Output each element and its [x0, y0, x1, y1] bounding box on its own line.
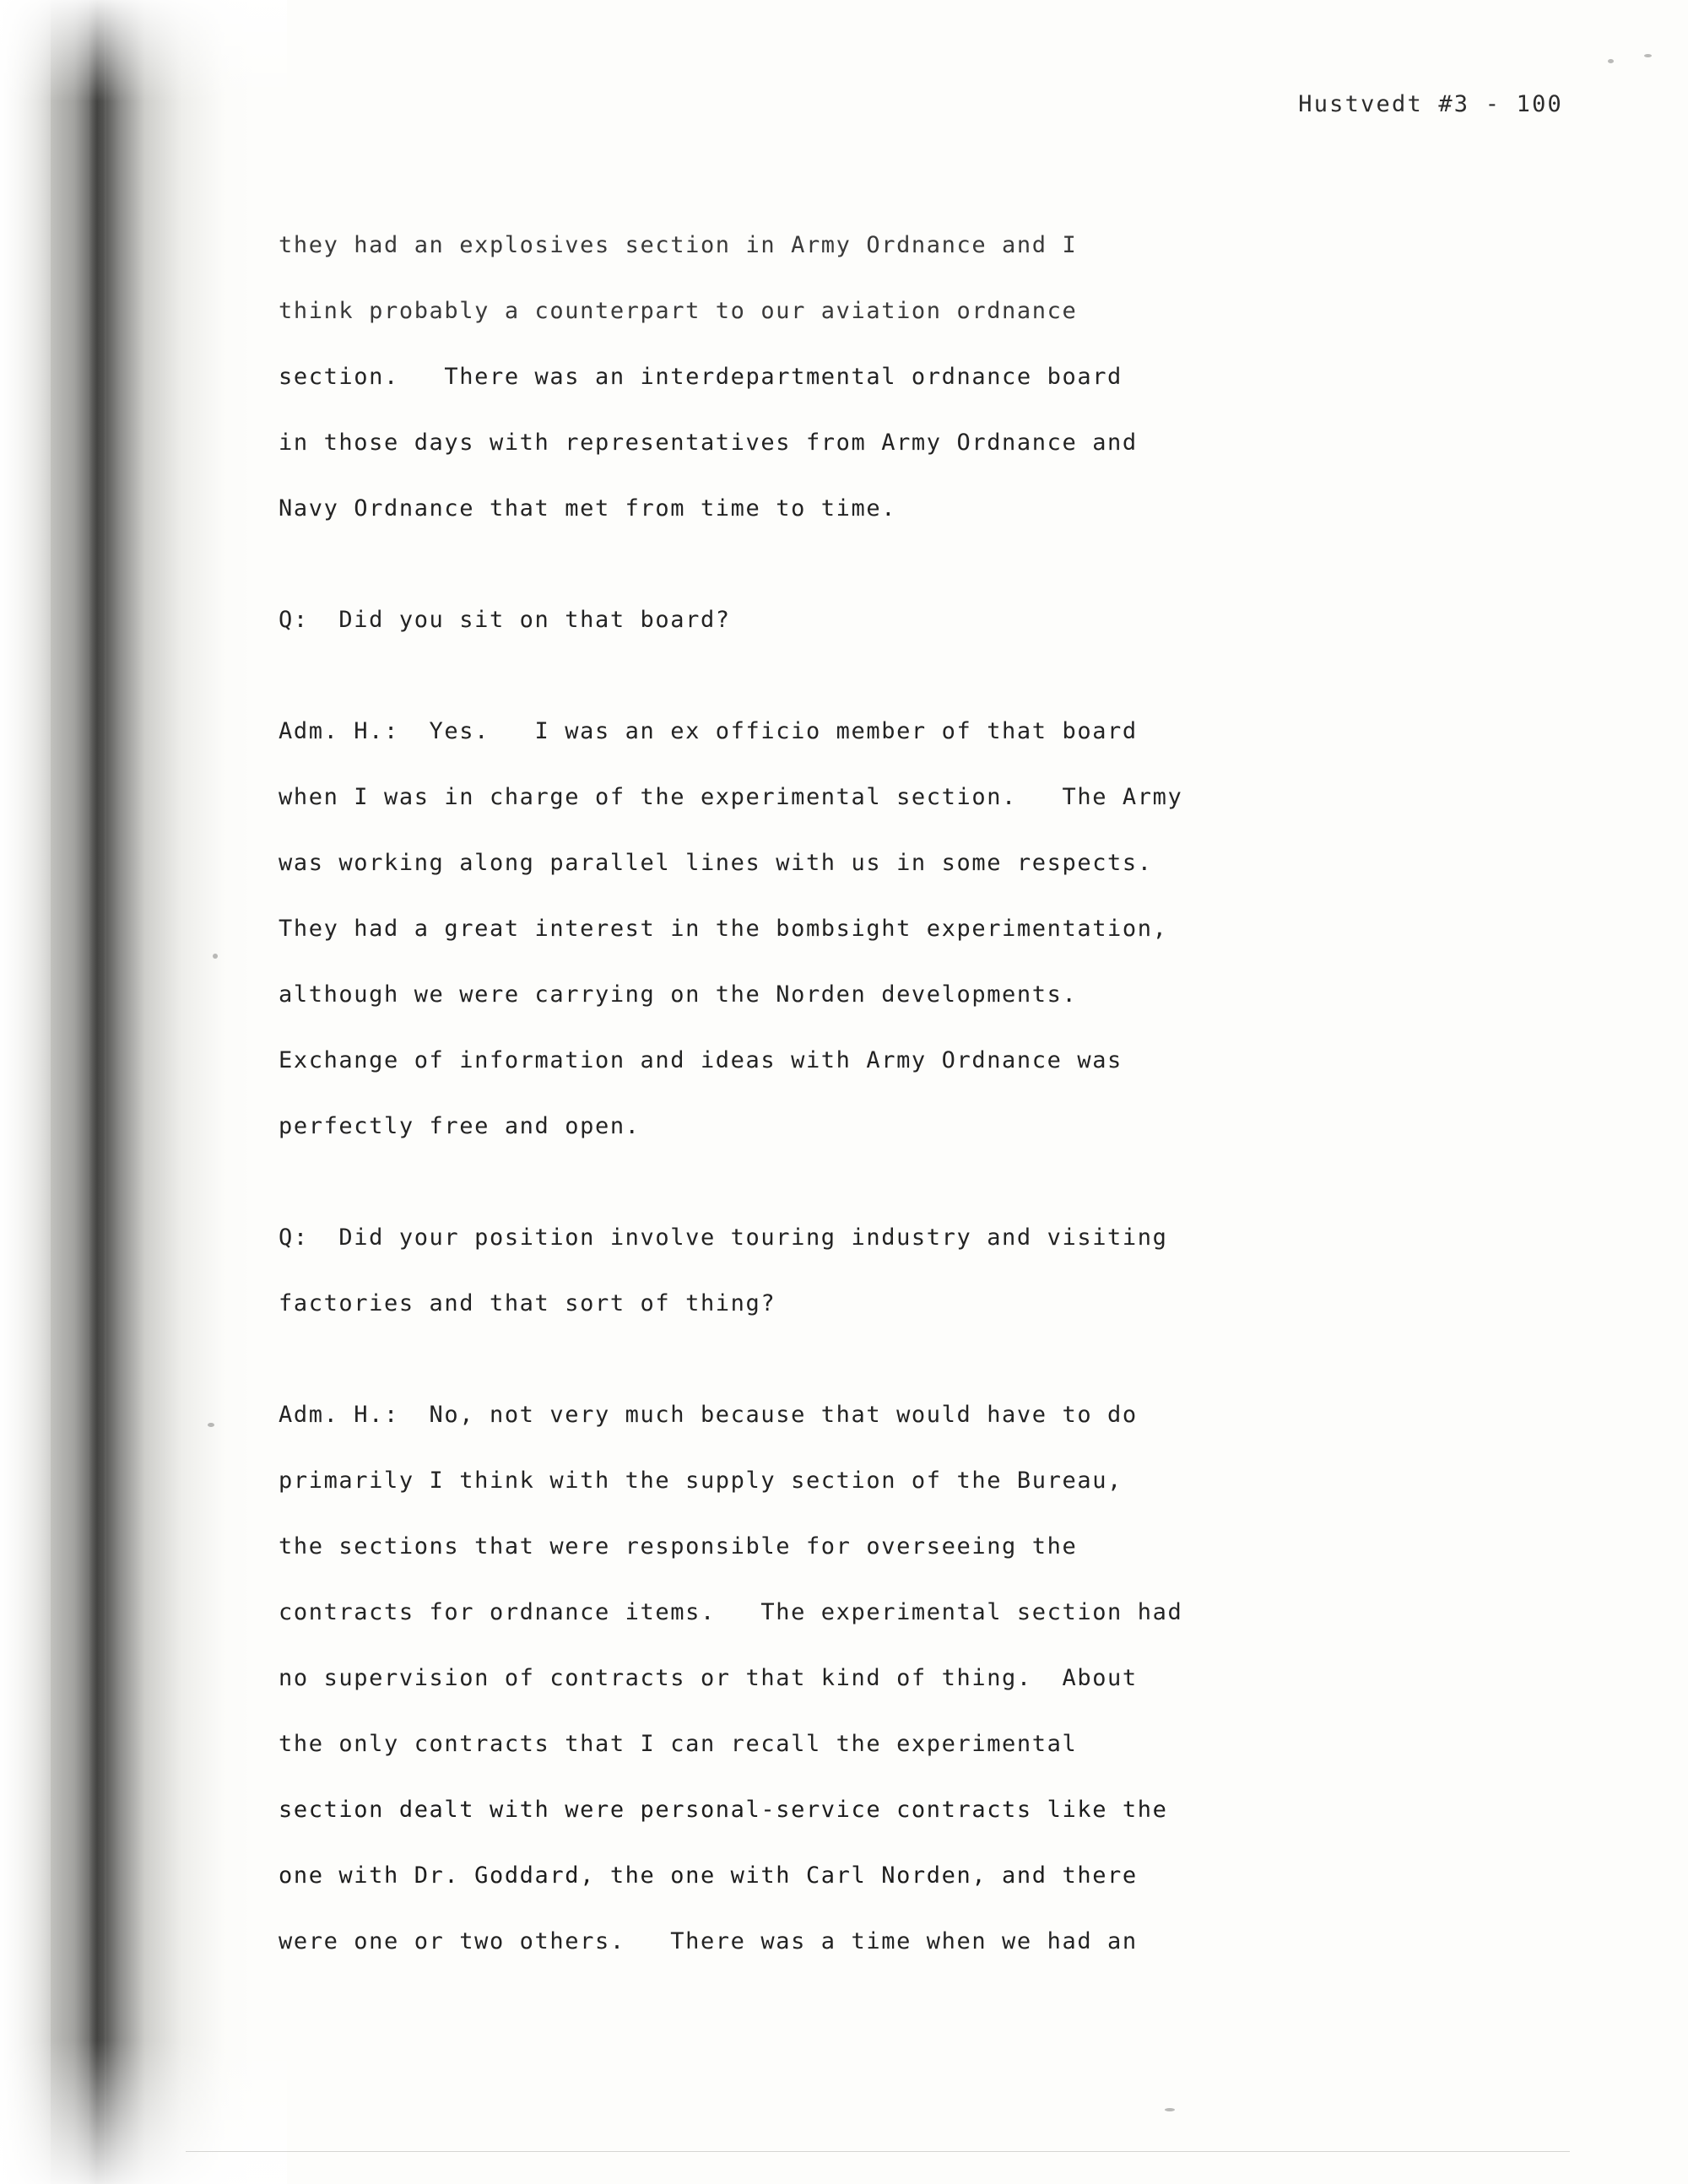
text-line: section dealt with were personal-service contracts like the — [279, 1797, 1168, 1823]
text-line: Q: Did your position involve touring industry and visiting — [279, 1224, 1168, 1251]
text-line: although we were carrying on the Norden developments. — [279, 981, 1078, 1008]
text-line: think probably a counterpart to our aviation ordnance — [279, 298, 1078, 324]
page-header: Hustvedt #3 - 100 — [1298, 91, 1563, 117]
scan-speck — [1165, 2108, 1175, 2111]
text-line: section. There was an interdepartmental ordnance board — [279, 364, 1123, 390]
text-line: in those days with representatives from Army Ordnance and — [279, 430, 1138, 456]
text-line: They had a great interest in the bombsight experimentation, — [279, 916, 1168, 942]
scan-left-edge — [0, 0, 51, 2184]
scan-speck — [213, 954, 218, 959]
text-line: was working along parallel lines with us in some respects. — [279, 850, 1153, 876]
text-line: primarily I think with the supply section of the Bureau, — [279, 1468, 1123, 1494]
text-line: when I was in charge of the experimental section. The Army — [279, 784, 1183, 810]
scan-top-fade — [0, 0, 287, 101]
text-line: one with Dr. Goddard, the one with Carl Norden, and there — [279, 1862, 1138, 1889]
text-line: perfectly free and open. — [279, 1113, 641, 1139]
text-line: were one or two others. There was a time when we had an — [279, 1928, 1138, 1954]
paragraph-answer-continued — [279, 213, 1485, 542]
paragraph-question-2 — [279, 1205, 1485, 1337]
scan-binding-crease — [88, 0, 106, 2184]
paragraph-answer-1 — [279, 699, 1485, 1160]
document-body — [279, 213, 1485, 1975]
text-line: Q: Did you sit on that board? — [279, 607, 731, 633]
scan-bottom-fade — [0, 2041, 287, 2184]
paragraph-question-1 — [279, 587, 1485, 653]
scan-bottom-hairline — [186, 2151, 1570, 2152]
scan-speck — [208, 1423, 214, 1427]
text-line: Navy Ordnance that met from time to time. — [279, 495, 897, 522]
text-line: Adm. H.: Yes. I was an ex officio member of that board — [279, 718, 1138, 744]
text-line: contracts for ordnance items. The experimental section had — [279, 1599, 1183, 1625]
scan-binding-shadow — [0, 0, 253, 2184]
text-line: they had an explosives section in Army Ordnance and I — [279, 232, 1078, 258]
text-line: the only contracts that I can recall the experimental — [279, 1731, 1078, 1757]
text-line: Adm. H.: No, not very much because that would have to do — [279, 1402, 1138, 1428]
text-line: factories and that sort of thing? — [279, 1290, 776, 1316]
text-line: Exchange of information and ideas with Army Ordnance was — [279, 1047, 1123, 1073]
text-line: the sections that were responsible for overseeing the — [279, 1533, 1078, 1560]
text-line: no supervision of contracts or that kind of thing. About — [279, 1665, 1138, 1691]
scan-speck — [1644, 54, 1652, 57]
scan-speck — [1608, 59, 1614, 63]
paragraph-answer-2 — [279, 1382, 1485, 1975]
